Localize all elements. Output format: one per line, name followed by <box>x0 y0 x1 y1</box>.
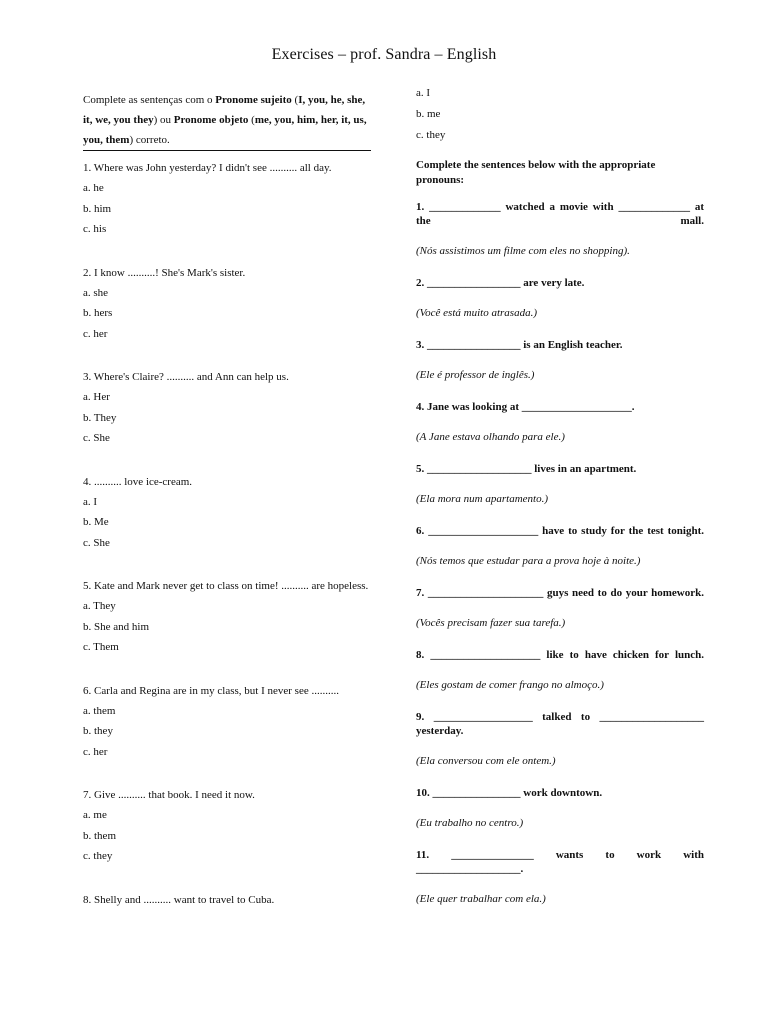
intro-text: ( <box>291 94 299 106</box>
exercise-sentence: 4. Jane was looking at ____________________. <box>416 401 635 413</box>
question-item <box>83 579 371 658</box>
answer-options <box>83 492 371 554</box>
answer-option: b. hers <box>83 307 113 319</box>
exercise-sentence: 3. _________________ is an English teacher. <box>416 339 623 351</box>
intro-text: ) ou <box>153 114 174 126</box>
question-item <box>83 370 371 449</box>
answer-option: b. them <box>83 829 116 842</box>
question-item <box>83 161 371 240</box>
answer-option: c. his <box>83 223 107 235</box>
answer-option: b. Me <box>83 516 109 528</box>
question-text: 7. Give .......... that book. I need it now. <box>83 789 255 801</box>
exercise-translation: (A Jane estava olhando para ele.) <box>416 431 565 443</box>
exercise-translation: (Você está muito atrasada.) <box>416 307 537 319</box>
intro-bold: Pronome objeto <box>173 114 249 126</box>
exercise-translation: (Ela mora num apartamento.) <box>416 493 548 505</box>
section-heading: Complete the sentences below with the appropriate pronouns: <box>416 159 656 186</box>
answer-option: a. They <box>83 600 116 612</box>
answer-option: c. Them <box>83 641 119 653</box>
exercise-translation: (Ela conversou com ele ontem.) <box>416 755 556 767</box>
answer-options <box>83 805 371 867</box>
answer-option: a. me <box>83 809 107 821</box>
question-item <box>83 266 371 345</box>
exercise-list <box>416 200 704 906</box>
question-text: 1. Where was John yesterday? I didn't see .......... all day. <box>83 162 332 174</box>
answer-option: a. he <box>83 182 104 194</box>
answer-option: a. I <box>83 495 98 508</box>
exercise-translation: (Eles gostam de comer frango no almoço.) <box>416 679 604 691</box>
exercise-sentence: 7. _____________________ guys need to do your homework. <box>416 587 704 599</box>
question-list <box>83 161 371 907</box>
answer-option: c. She <box>83 432 110 444</box>
question-item <box>83 475 371 554</box>
answer-options <box>83 387 371 449</box>
divider <box>83 150 371 151</box>
answer-option: b. They <box>83 411 117 424</box>
answer-options <box>83 596 371 658</box>
exercise-sentence: 10. ________________ work downtown. <box>416 787 603 799</box>
answer-option: b. She and him <box>83 620 149 633</box>
exercise-translation: (Eu trabalho no centro.) <box>416 817 524 829</box>
intro-bold: Pronome sujeito <box>215 94 292 106</box>
exercise-translation: (Nós temos que estudar para a prova hoje à noite.) <box>416 555 641 567</box>
answer-option: a. Her <box>83 391 110 403</box>
exercise-translation: (Ele é professor de inglês.) <box>416 369 535 381</box>
answer-option: c. She <box>83 536 110 549</box>
answer-option: b. him <box>83 202 112 215</box>
exercise-translation: (Vocês precisam fazer sua tarefa.) <box>416 617 566 629</box>
instructions <box>83 90 371 150</box>
answer-option: b. me <box>416 108 441 120</box>
left-column <box>83 90 371 933</box>
right-column <box>416 83 704 924</box>
question-text: 3. Where's Claire? .......... and Ann can help us. <box>83 371 289 383</box>
question-text: 4. .......... love ice-cream. <box>83 475 193 488</box>
question-item <box>83 893 371 907</box>
exercise-sentence: 8. ____________________ like to have chicken for lunch. <box>416 649 704 661</box>
exercise-sentence: 9. __________________ talked to ___________________ yesterday. <box>416 711 704 737</box>
question-8-options <box>416 83 704 146</box>
intro-text: Complete as sentenças com o <box>83 94 216 106</box>
exercise-translation: (Nós assistimos um filme com eles no shopping). <box>416 245 630 257</box>
answer-option: c. her <box>83 327 108 340</box>
page-title: Exercises – prof. Sandra – English <box>271 46 497 63</box>
exercise-translation: (Ele quer trabalhar com ela.) <box>416 893 546 905</box>
intro-bold: I, you, he, she, it, we, you they <box>83 94 366 126</box>
answer-option: a. them <box>83 704 116 717</box>
answer-option: c. they <box>416 129 446 141</box>
question-item <box>83 684 371 763</box>
answer-option: c. her <box>83 745 108 758</box>
answer-options <box>83 283 371 345</box>
exercise-sentence: 5. ___________________ lives in an apartment. <box>416 463 637 475</box>
question-text: 2. I know ..........! She's Mark's sister. <box>83 266 246 279</box>
answer-options <box>83 178 371 240</box>
intro-text: ) correto. <box>129 134 170 146</box>
answer-option: c. they <box>83 850 113 862</box>
intro-bold: me, you, him, her, it, us, you, them <box>83 114 367 146</box>
answer-options <box>83 701 371 763</box>
exercise-sentence: 6. ____________________ have to study for the test tonight. <box>416 525 704 537</box>
answer-option: a. she <box>83 286 109 299</box>
question-item <box>83 788 371 867</box>
question-text: 8. Shelly and .......... want to travel to Cuba. <box>83 893 275 906</box>
exercise-sentence: 1. _____________ watched a movie with _____________ at the mall. <box>416 201 704 227</box>
answer-option: a. I <box>416 87 431 99</box>
question-text: 6. Carla and Regina are in my class, but I never see .......... <box>83 684 339 697</box>
answer-option: b. they <box>83 725 113 737</box>
question-text: 5. Kate and Mark never get to class on time! .......... are hopeless. <box>83 580 369 592</box>
exercise-sentence: 2. _________________ are very late. <box>416 277 585 289</box>
exercise-sentence: 11. _______________ wants to work with ___________________. <box>416 849 704 875</box>
intro-text: ( <box>248 114 255 126</box>
